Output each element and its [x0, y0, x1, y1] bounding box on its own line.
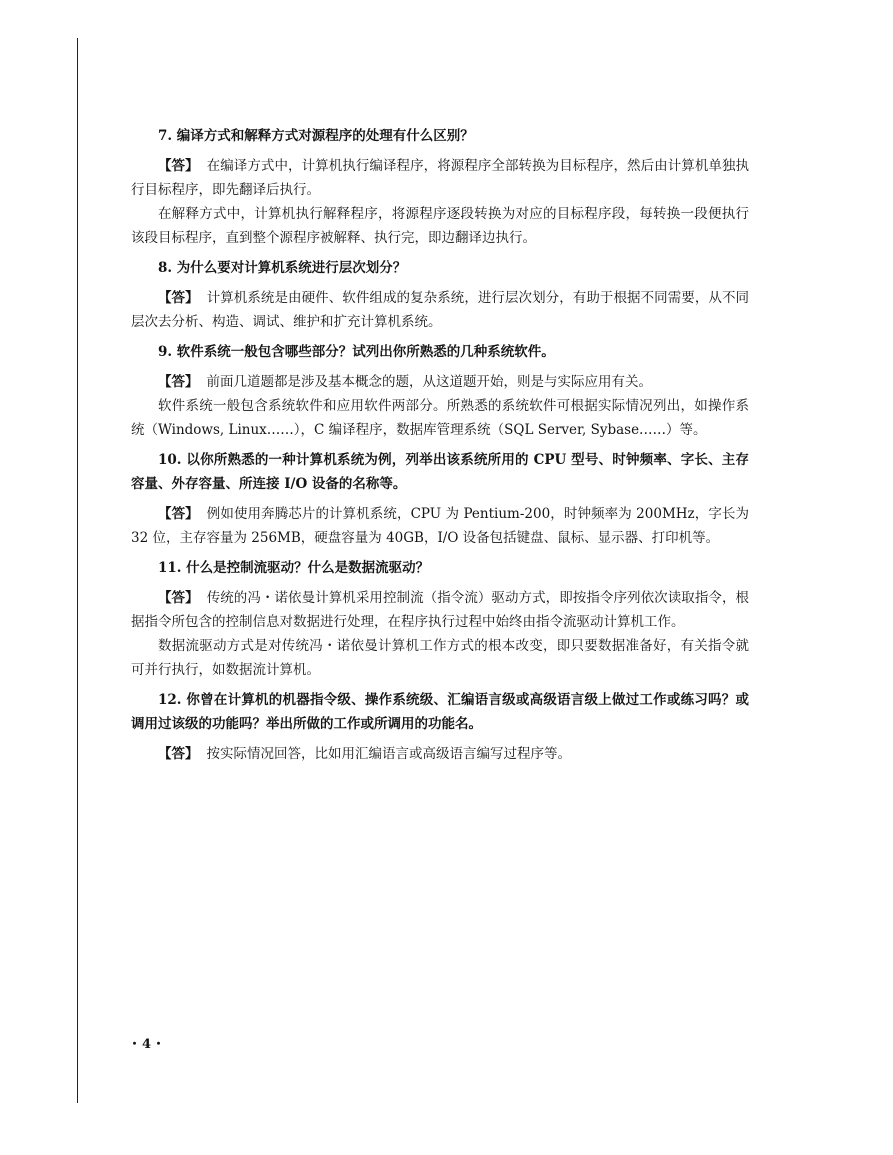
answer-11-paragraph-1 — [131, 586, 749, 634]
answer-text: 按实际情况回答，比如用汇编语言或高级语言编写过程序等。 — [206, 746, 571, 762]
answer-tag: 【答】 — [158, 374, 199, 390]
answer-text: 计算机系统是由硬件、软件组成的复杂系统，进行层次划分，有助于根据不同需要，从不同层次去分析、构造、调试、维护和扩充计算机系统。 — [131, 290, 750, 330]
answer-10-paragraph-1 — [131, 502, 749, 550]
answer-text: 在编译方式中，计算机执行编译程序，将源程序全部转换为目标程序，然后由计算机单独执行目标程序，即先翻译后执行。 — [131, 158, 750, 198]
answer-tag: 【答】 — [158, 158, 199, 174]
question-10: 10. 以你所熟悉的一种计算机系统为例，列举出该系统所用的 CPU 型号、时钟频率、字长、主存容量、外存容量、所连接 I/O 设备的名称等。 — [131, 452, 749, 492]
binding-margin-line — [77, 38, 78, 1103]
answer-tag: 【答】 — [158, 506, 199, 522]
answer-text: 例如使用奔腾芯片的计算机系统，CPU 为 Pentium-200，时钟频率为 200MHz，字长为 32 位，主存容量为 256MB，硬盘容量为 40GB，I/O 设备包括键盘、鼠标、显示器、打印机等。 — [131, 506, 749, 546]
answer-8-paragraph-1 — [131, 286, 749, 334]
answer-text: 前面几道题都是涉及基本概念的题，从这道题开始，则是与实际应用有关。 — [206, 374, 652, 390]
question-7: 7. 编译方式和解释方式对源程序的处理有什么区别？ — [158, 128, 474, 144]
question-12: 12. 你曾在计算机的机器指令级、操作系统级、汇编语言级或高级语言级上做过工作或练习吗？或调用过该级的功能吗？举出所做的工作或所调用的功能名。 — [131, 692, 749, 732]
page-number: ・4・ — [128, 1037, 167, 1052]
answer-tag: 【答】 — [158, 290, 199, 306]
answer-12-paragraph-1 — [131, 742, 749, 766]
answer-9-paragraph-1 — [131, 370, 749, 394]
answer-tag: 【答】 — [158, 746, 199, 762]
answer-11-paragraph-2: 数据流驱动方式是对传统冯・诺依曼计算机工作方式的根本改变，即只要数据准备好，有关指令就可并行执行，如数据流计算机。 — [131, 638, 749, 678]
answer-7-paragraph-1 — [131, 154, 749, 202]
page-content — [131, 124, 749, 766]
question-8: 8. 为什么要对计算机系统进行层次划分？ — [158, 260, 407, 276]
question-9: 9. 软件系统一般包含哪些部分？试列出你所熟悉的几种系统软件。 — [158, 344, 555, 360]
answer-text: 传统的冯・诺依曼计算机采用控制流（指令流）驱动方式，即按指令序列依次读取指令，根据指令所包含的控制信息对数据进行处理，在程序执行过程中始终由指令流驱动计算机工作。 — [131, 590, 750, 630]
answer-tag: 【答】 — [158, 590, 199, 606]
question-11: 11. 什么是控制流驱动？什么是数据流驱动？ — [158, 560, 430, 576]
answer-9-paragraph-2: 软件系统一般包含系统软件和应用软件两部分。所熟悉的系统软件可根据实际情况列出，如操作系统（Windows, Linux……），C 编译程序，数据库管理系统（SQL Server, Sybase……）等。 — [131, 398, 749, 438]
answer-7-paragraph-2: 在解释方式中，计算机执行解释程序，将源程序逐段转换为对应的目标程序段，每转换一段便执行该段目标程序，直到整个源程序被解释、执行完，即边翻译边执行。 — [131, 206, 749, 246]
